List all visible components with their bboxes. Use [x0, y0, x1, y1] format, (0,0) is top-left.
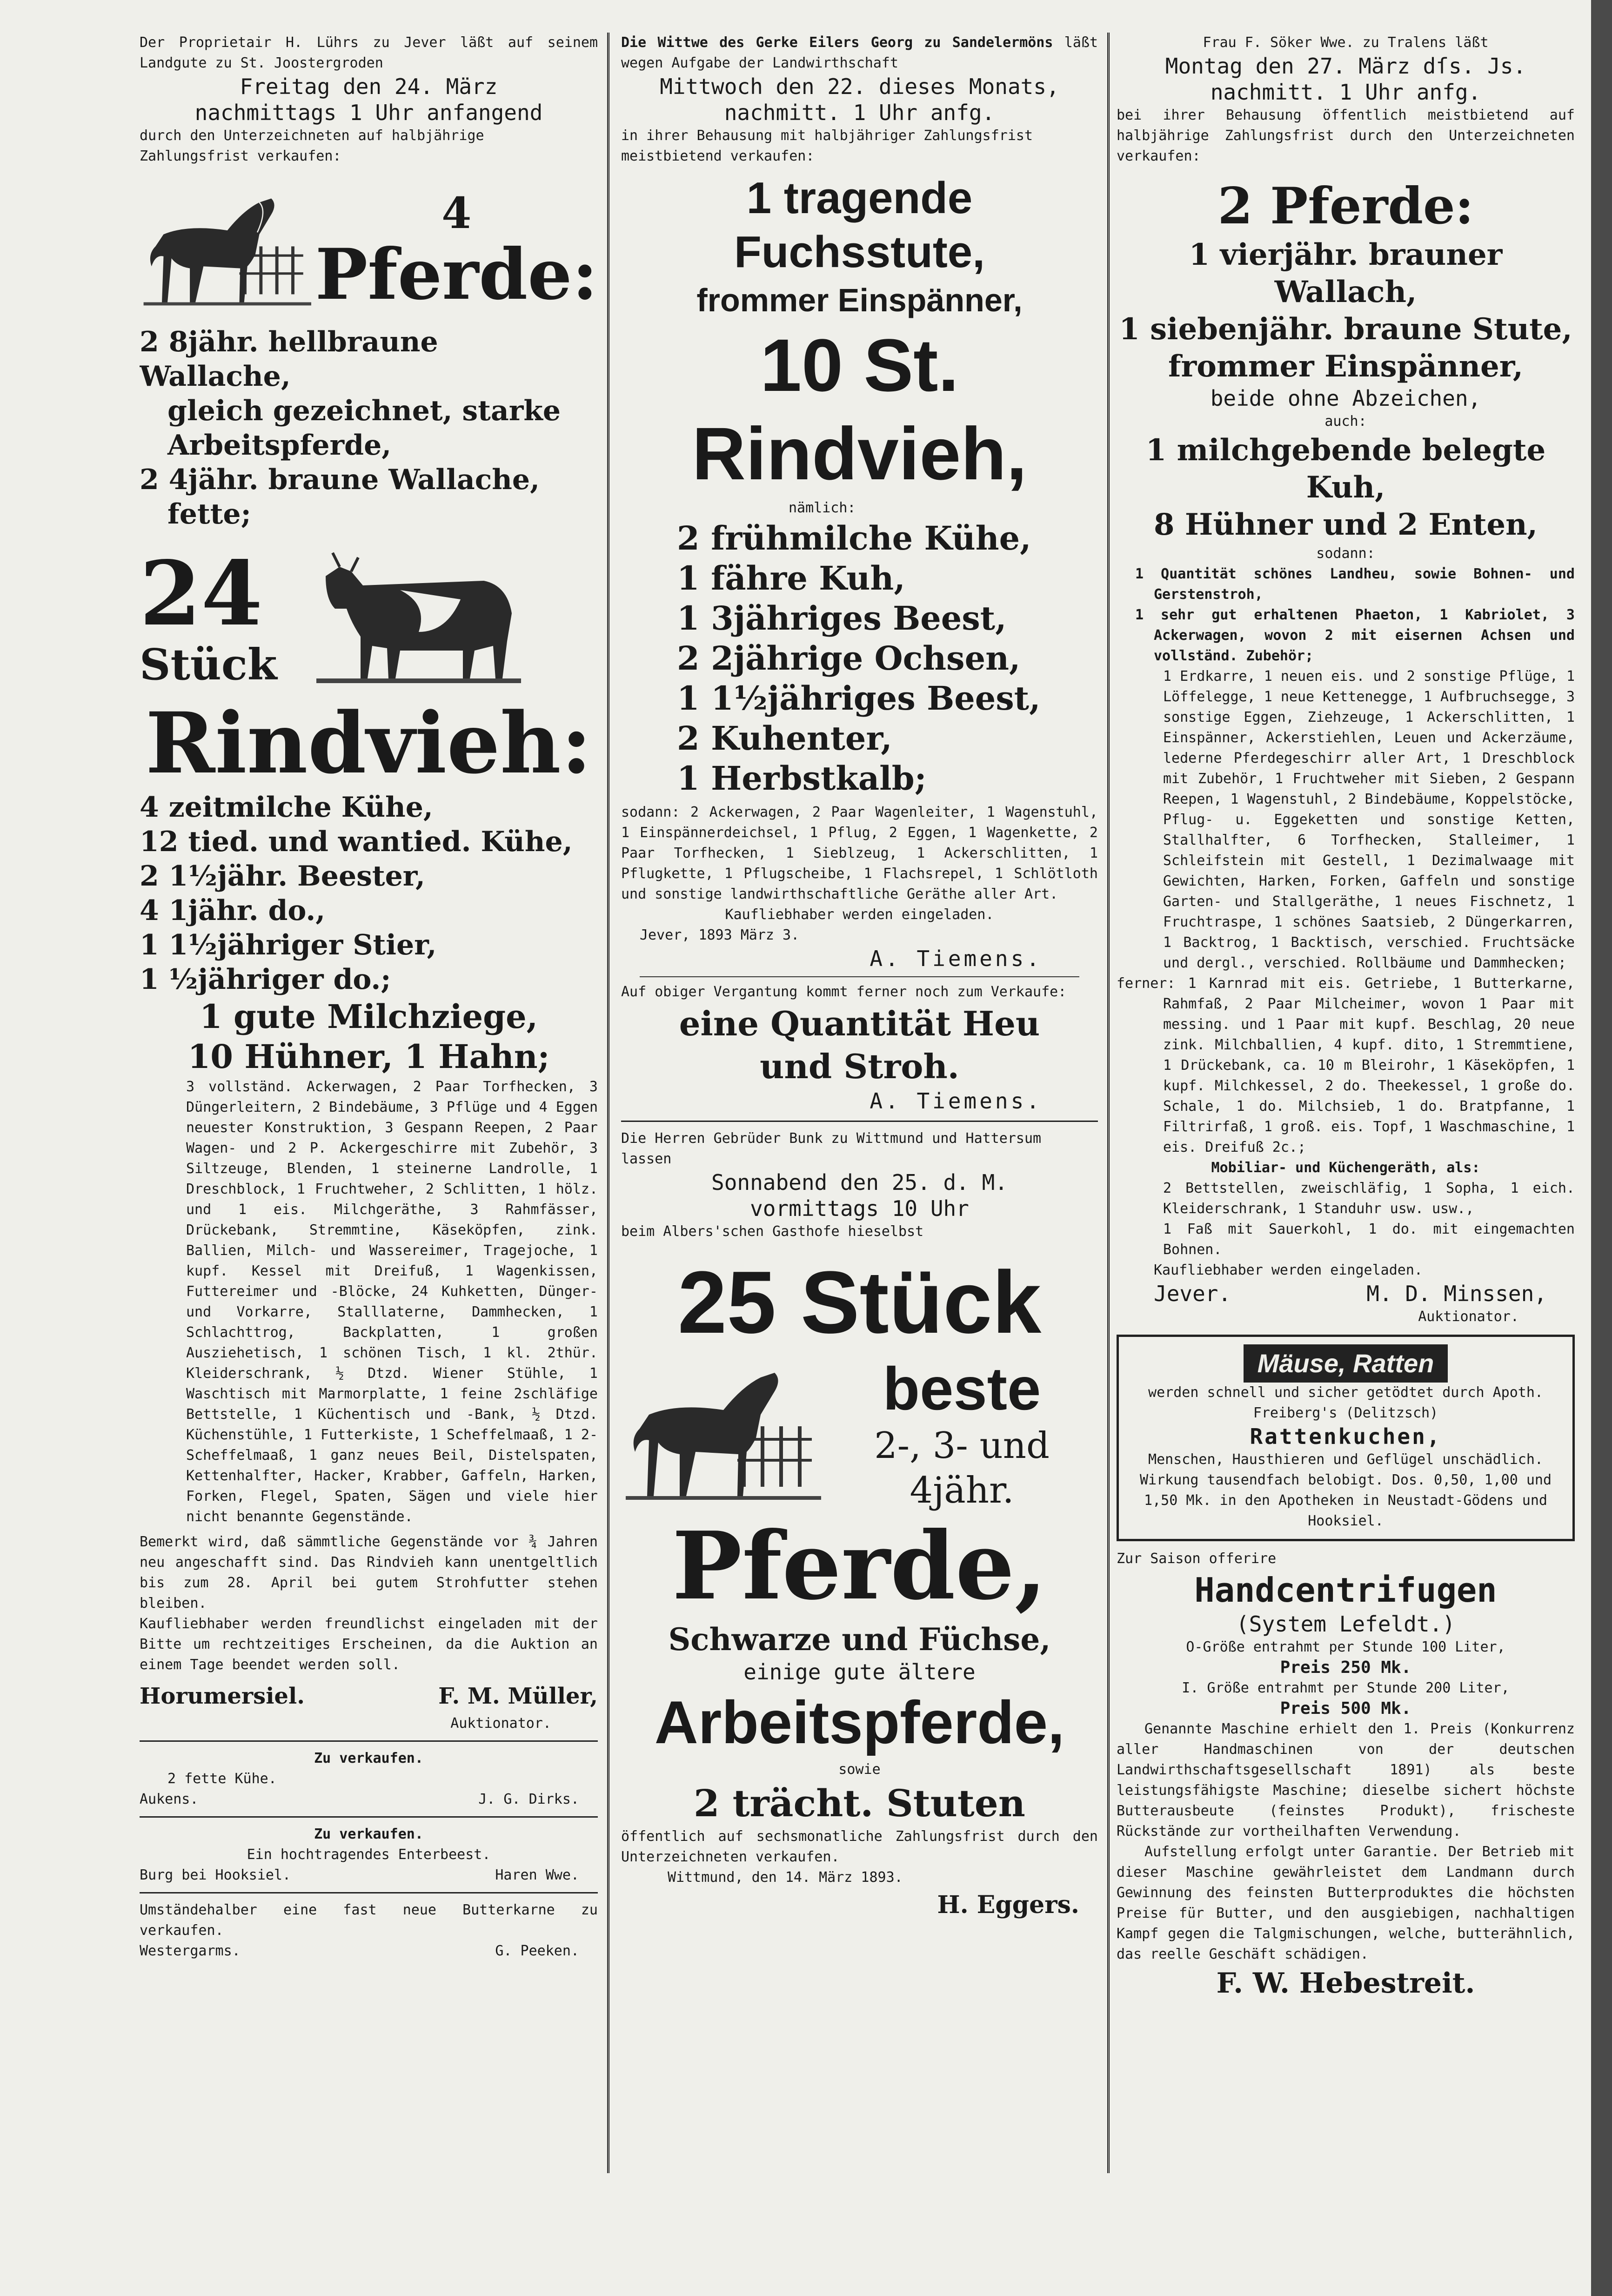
ad-colors: Schwarze und Füchse, [668, 1621, 1051, 1658]
misc-items: 3 vollständ. Ackerwagen, 2 Paar Torfhecken, 3 Düngerleitern, 2 Bindebäume, 3 Pflüge und 4 Eggen neuester Konstruktion, 3 Gespann Reepen, 2 Paar Wagen- und 2 P. Ackergeschirre mit Zubehör, 3 Siltzeuge, Blenden, 1 steinerne Landrolle, 1 Dreschblock, 1 Fruchtweher, 2 Schlitten, 1 hölz. und 1 eis. Milchgeräthe, 3 Rahmfässer, Drückebank, Stremmtine, Käseköpfen, zink. Ballien, Milch- und Wassereimer, Tragejoche, 1 kupf. Kessel mit Dreifuß, 1 Wagenkissen, Futtereimer und -Blöcke, 24 Kuhketten, Dünger- und Vorkarre, Stalllaterne, Dammhecken, 1 Schlachttrog, Backplatten, 1 großen Ausziehetisch, 1 schönen Tisch, 1 kl. 2thür. Kleiderschrank, ½ Dtzd. Wiener Stühle, 1 Waschtisch mit Marmorplatte, 1 feine 2schläfige Bettstelle, 1 Küchentisch und -Bank, ½ Dtzd. Küchenstühle, 1 Futterkiste, 1 Scheffelmaaß, 1 2-Scheffelmaaß, 1 ganz neues Beil, Distelspaten, Kettenhalfter, Hacker, Krabber, Gaffeln, Harken, Forken, Flegel, Spaten, Sägen und viele hier nicht benannte Gegenstände. [186, 1079, 598, 1525]
auction-intro-rest: läßt wegen Aufgabe der Landwirthschaft [621, 34, 1098, 71]
ferner-items: ferner: 1 Karnrad mit eis. Getriebe, 1 Butterkarne, Rahmfaß, 2 Paar Milcheimer, wovon 1 Paar mit messing. und 1 Paar mit kupf. Beschlag, 20 neue zink. Milchballien, 4 kupf. dito, 1 Stremmtiene, 1 Drückebank, ca. 10 m Bleirohr, 1 Käseköpfen, 1 kupf. Milchkessel, 2 do. Theekessel, 1 große do. Schale, 1 do. Milchsieb, 1 do. Bratpfanne, 1 Filtrirfaß, 1 groß. eis. Topf, 1 Waschmaschine, 1 eis. Dreifuß 2c.; [1117, 975, 1575, 1155]
centrifuge-intro: Zur Saison offerire [1117, 1551, 1277, 1567]
fass-item: 1 Faß mit Sauerkohl, 1 do. mit eingemachten Bohnen. [1163, 1221, 1575, 1258]
horse-item: 8 Hühner und 2 Enten, [1154, 507, 1538, 542]
bold-item: 1 Quantität schönes Landheu, sowie Bohnen- und Gerstenstroh, [1135, 566, 1575, 603]
ad-name: J. G. Dirks. [478, 1791, 579, 1807]
divider [140, 1740, 598, 1742]
signature-role: Auktionator. [450, 1715, 551, 1732]
ad-body: 2 fette Kühe. [167, 1771, 277, 1787]
ad-signature [140, 1789, 598, 1810]
sodann-label: sodann: [1316, 545, 1375, 562]
extra-intro: Auf obiger Vergantung kommt ferner noch zum Verkaufe: [621, 984, 1067, 1000]
ad-terms: öffentlich auf sechsmonatliche Zahlungsfrist durch den Unterzeichneten verkaufen. [621, 1828, 1098, 1865]
goat-line: 1 gute Milchziege, [199, 997, 538, 1036]
misc-items: sodann: 2 Ackerwagen, 2 Paar Wagenleiter, 1 Wagenstuhl, 1 Einspännerdeichsel, 1 Pflug, 2 Eggen, 1 Wagenkette, 2 Paar Torfhecken, 1 Sieblzeug, 1 Ackerschlitten, 1 Pflugkette, 1 Pflugscheibe, 1 Flachsrepel, 1 Schlötloth und sonstige landwirthschaftliche Geräthe aller Art. [621, 804, 1098, 902]
cattle-count: 24 [140, 542, 263, 645]
signature-row [1117, 1281, 1575, 1307]
signature-role: Auktionator. [1418, 1309, 1519, 1325]
ad-stuten: 2 trächt. Stuten [694, 1781, 1025, 1825]
centrifuge-1-price: Preis 500 Mk. [1280, 1699, 1411, 1718]
cattle-item: 2 frühmilche Kühe, [677, 519, 1031, 557]
centrifuge-heading: Handcentrifugen [1194, 1571, 1497, 1610]
cattle-item: 1 Herbstkalb; [677, 759, 927, 798]
signature-name: A. Tiemens. [870, 1088, 1042, 1114]
cattle-item: 1 3jähriges Beest, [677, 599, 1007, 638]
dateline: Wittmund, den 14. März 1893. [668, 1869, 903, 1886]
cattle-item: 4 zeitmilche Kühe, [140, 791, 433, 824]
centrifuge-system: (System Lefeldt.) [1236, 1611, 1455, 1637]
rat-line1: werden schnell und sicher getödtet durch Apoth. Freiberg's (Delitzsch) [1148, 1384, 1543, 1421]
auction-intro: Der Proprietair H. Lührs zu Jever läßt auf seinem Landgute zu St. Joostergroden [140, 34, 598, 71]
ad-signature [140, 1941, 598, 1961]
horse-list [140, 325, 598, 531]
cattle-list [140, 790, 598, 997]
column-right [1117, 33, 1575, 2182]
cattle-item: 12 tied. und wantied. Kühe, [140, 826, 573, 858]
centrifuge-o-price: Preis 250 Mk. [1280, 1658, 1411, 1677]
cow-illustration [307, 539, 530, 697]
horse-heading: Pferde: [315, 234, 598, 316]
hens-line: 10 Hühner, 1 Hahn; [187, 1037, 550, 1076]
cattle-item: 1 1½jähriges Beest, [677, 679, 1041, 718]
ad-time: vormittags 10 Uhr [750, 1196, 969, 1221]
auction-date: Montag den 27. März dſs. Js. [1165, 54, 1526, 79]
cattle-item: 4 1jähr. do., [140, 894, 326, 927]
auction-time: nachmitt. 1 Uhr anfg. [724, 100, 995, 125]
horses-list [1117, 236, 1575, 544]
signature-name: M. D. Minssen, [1366, 1281, 1547, 1306]
cattle-item: 1 ½jähriger do.; [140, 963, 391, 996]
signature-name: F. M. Müller, [438, 1683, 598, 1709]
column-rule [1107, 33, 1110, 2173]
rat-line2: Menschen, Hausthieren und Geflügel unschädlich. Wirkung tausendfach belobigt. Dos. 0,50, 1,00 und 1,50 Mk. in den Apotheken in Neustadt-Gödens und Hooksiel. [1139, 1451, 1552, 1529]
mobiliar-items: 2 Bettstellen, zweischläfig, 1 Sopha, 1 eich. Kleiderschrank, 1 Standuhr usw. usw., [1163, 1180, 1575, 1217]
cattle-item: 2 Kuhenter, [677, 719, 892, 758]
ad-horse-row [621, 1354, 1098, 1513]
divider [140, 1892, 598, 1893]
horse-item: gleich gezeichnet, starke [167, 395, 561, 427]
auction-time: nachmittags 1 Uhr anfangend [194, 100, 543, 125]
ad-title: Zu verkaufen. [314, 1826, 423, 1842]
auction-terms: in ihrer Behausung mit halbjähriger Zahlungsfrist meistbietend verkaufen: [621, 128, 1033, 164]
centrifuge-1-size: I. Größe entrahmt per Stunde 200 Liter, [1182, 1680, 1510, 1696]
ad-intro: Die Herren Gebrüder Bunk zu Wittmund und Hattersum lassen [621, 1130, 1042, 1167]
rat-poison-ad [1117, 1335, 1575, 1541]
cattle-item: 2 2jährige Ochsen, [677, 639, 1021, 678]
cattle-list [621, 518, 1098, 799]
auction-invite: Kaufliebhaber werden eingeladen. [1154, 1262, 1423, 1278]
ad-count: 25 Stück [677, 1253, 1042, 1352]
ad-place: Burg bei Hooksiel. [140, 1867, 291, 1883]
cattle-item: 2 1½jähr. Beester, [140, 860, 425, 893]
column-rule [607, 33, 609, 2173]
mare-heading: 1 tragende Fuchsstute, [734, 173, 985, 277]
horse-item: fette; [167, 498, 251, 530]
ad-date: Sonnabend den 25. d. M. [711, 1170, 1008, 1195]
ad-name: Haren Wwe. [495, 1867, 579, 1883]
dateline: Jever, 1893 März 3. [640, 927, 800, 943]
horse-count: 4 [441, 188, 472, 238]
divider [621, 1121, 1098, 1122]
divider [640, 976, 1079, 977]
ad-name: G. Peeken. [495, 1943, 579, 1959]
cattle-item: 1 1½jähriger Stier, [140, 929, 437, 961]
misc-items: 1 Erdkarre, 1 neuen eis. und 2 sonstige Pflüge, 1 Löffelegge, 1 neue Kettenegge, 1 Aufbruchsegge, 3 sonstige Eggen, Ziehzeuge, 1 Ackerschlitten, 1 Einspänner, Ackerstiehlen, Leuen und Ackerzäume, lederne Pferdegeschirr aller Art, 1 Dreschblock mit Zubehör, 1 Fruchtweher mit Sieben, 2 Gespann Reepen, 1 Wagenstuhl, 2 Bindebäume, Koppelstöcke, Pflug- u. Eggeketten und sonstige Ketten, Stallhalfter, 6 Torfhecken, Stalleimer, 1 Schleifstein mit Gestell, 1 Dezimalwaage mit Gewichten, Harken, Forken, Gaffeln und sonstige Garten- und Stallgeräthe, 1 neues Fischnetz, 1 Fruchtraspe, 1 schönes Saatsieb, 2 Düngerkarren, 1 Backtrog, 1 Backtisch, verschied. Fruchtsäcke und dergl., verschied. Rollbäume und Dammhecken; [1163, 668, 1575, 971]
centrifuge-o-size: O-Größe entrahmt per Stunde 100 Liter, [1186, 1639, 1505, 1655]
horse-item: frommer Einspänner, [1168, 349, 1524, 384]
horse-item: 2 4jähr. braune Wallache, [140, 463, 540, 496]
horse-item: beide ohne Abzeichen, [1210, 386, 1481, 411]
ad-body: Ein hochtragendes Enterbeest. [247, 1846, 491, 1863]
auction-terms: durch den Unterzeichneten auf halbjährige Zahlungsfrist verkaufen: [140, 128, 484, 164]
cattle-item: 1 fähre Kuh, [677, 559, 905, 597]
auction-invite: Kaufliebhaber werden freundlichst eingeladen mit der Bitte um rechtzeitiges Erscheinen, da die Auktion an einem Tage beendet werden soll. [140, 1616, 598, 1673]
bold-item: 1 sehr gut erhaltenen Phaeton, 1 Kabriolet, 3 Ackerwagen, wovon 2 mit eisernen Achsen und vollständ. Zubehör; [1135, 607, 1575, 664]
signature-name: A. Tiemens. [870, 946, 1042, 971]
centrifuge-text: Genannte Maschine erhielt den 1. Preis (Konkurrenz aller Handmaschinen von der deutschen Landwirthschaftsgesellschaft 1891) als beste leistungsfähigste Maschine; dieselbe sichert höchste Butterausbeute (feinstes Produkt), frischeste Rückstände zur vortheilhaften Verwendung. [1117, 1721, 1575, 1839]
horse-item: Arbeitspferde, [167, 429, 392, 462]
cattle-heading: 10 St. Rindvieh, [692, 323, 1027, 495]
ad-place: Westergarms. [140, 1943, 241, 1959]
auction-date: Freitag den 24. März [240, 74, 498, 99]
ad-beste: beste [883, 1355, 1041, 1423]
signature-name: H. Eggers. [937, 1891, 1079, 1919]
auction-terms: bei ihrer Behausung öffentlich meistbietend auf halbjährige Zahlungsfrist durch den Unterzeichneten verkaufen: [1117, 107, 1575, 164]
ad-body: Umständehalber eine fast neue Butterkarne zu verkaufen. [140, 1902, 598, 1939]
ad-aeltere: einige gute ältere [743, 1659, 976, 1685]
centrifuge-text2: Aufstellung erfolgt unter Garantie. Der Betrieb mit dieser Maschine gewährleistet dem Landmann durch Gewinnung des feinsten Butterproduktes die höchsten Preise für Butter, und den ausgiebigen, nachhaltigen Kampf gegen die Talgmischungen, welche, butterähnlich, das reelle Geschäft schädigen. [1117, 1844, 1575, 1962]
auction-date: Mittwoch den 22. dieses Monats, [660, 74, 1059, 99]
ad-place: beim Albers'schen Gasthofe hieselbst [621, 1223, 924, 1240]
signature-place: Horumersiel. [140, 1683, 305, 1709]
horse-illustration [140, 176, 315, 325]
horse-header [140, 176, 598, 325]
extra-heading: eine Quantität Heu und Stroh. [679, 1004, 1040, 1086]
horse-item: 1 vierjähr. brauner Wallach, [1189, 237, 1503, 309]
signature-place: Jever. [1154, 1281, 1231, 1306]
auction-intro-bold: Die Wittwe des Gerke Eilers Georg zu Sandelermöns [621, 34, 1053, 51]
column-left [140, 33, 598, 2182]
auction-note: Bemerkt wird, daß sämmtliche Gegenstände vor ¾ Jahren neu angeschafft sind. Das Rindvieh kann unentgeltlich bis zum 28. April bei gutem Strohfutter stehen bleiben. [140, 1534, 598, 1611]
rat-banner: Mäuse, Ratten [1244, 1344, 1448, 1383]
signature-row [140, 1679, 598, 1713]
ad-ages: 2-, 3- und 4jähr. [874, 1425, 1050, 1511]
mobiliar-heading: Mobiliar- und Küchengeräth, als: [1211, 1160, 1480, 1176]
cattle-heading: Rindvieh: [145, 694, 592, 792]
ad-pferde-heading: Pferde, [672, 1511, 1047, 1621]
auction-intro [621, 33, 1098, 74]
horse-illustration [621, 1356, 826, 1510]
auction-time: nachmitt. 1 Uhr anfg. [1210, 80, 1481, 105]
ad-sowie: sowie [838, 1761, 881, 1778]
centrifuge-signature: F. W. Hebestreit. [1216, 1967, 1475, 2000]
ad-arbeit-heading: Arbeitspferde, [654, 1688, 1065, 1756]
naemlich-label: nämlich: [789, 500, 856, 516]
ad-signature [140, 1865, 598, 1886]
page-edge [1591, 0, 1612, 2296]
ad-title: Zu verkaufen. [314, 1750, 423, 1766]
horses-heading: 2 Pferde: [1217, 177, 1474, 235]
mare-subheading: frommer Einspänner, [696, 282, 1023, 318]
horse-item: 1 siebenjähr. braune Stute, [1119, 312, 1572, 347]
rat-product: Rattenkuchen, [1250, 1424, 1442, 1449]
horse-item: 1 milchgebende belegte Kuh, [1145, 433, 1546, 505]
column-middle [621, 33, 1098, 2182]
ad-place: Aukens. [140, 1791, 199, 1807]
auction-intro: Frau F. Söker Wwe. zu Tralens läßt [1203, 34, 1489, 51]
auction-invite: Kaufliebhaber werden eingeladen. [725, 906, 994, 923]
horse-item: 2 8jähr. hellbraune Wallache, [140, 326, 438, 393]
cattle-header [140, 539, 598, 697]
divider [140, 1816, 598, 1818]
cattle-stueck: Stück [140, 639, 277, 690]
horse-item: auch: [1324, 413, 1367, 430]
